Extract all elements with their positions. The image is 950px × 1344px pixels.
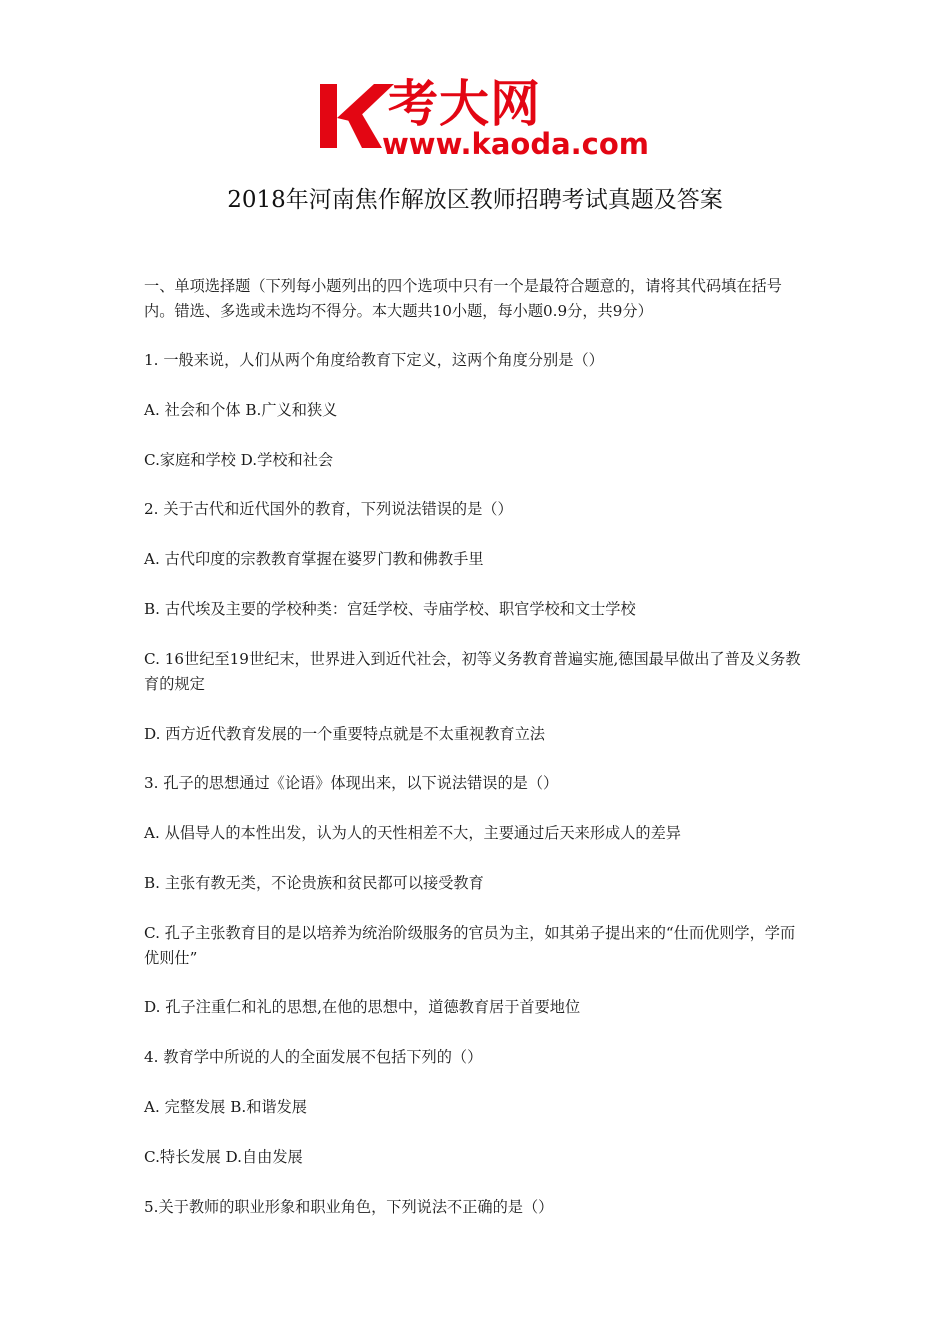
question-3-option-a: A. 从倡导人的本性出发，认为人的天性相差不大，主要通过后天来形成人的差异 (144, 824, 681, 842)
question-2-option-c: C. 16世纪至19世纪末，世界进入到近代社会，初等义务教育普遍实施,德国最早做出了普及义务教育的规定 (144, 650, 801, 693)
question-1-options-ab: A. 社会和个体 B.广义和狭义 (144, 401, 338, 419)
question-2-option-a: A. 古代印度的宗教教育掌握在婆罗门教和佛教手里 (144, 550, 484, 568)
question-2-option-d: D. 西方近代教育发展的一个重要特点就是不太重视教育立法 (144, 725, 545, 743)
section-instructions: 一、单项选择题（下列每小题列出的四个选项中只有一个是最符合题意的，请将其代码填在括号内。错选、多选或未选均不得分。本大题共10小题，每小题0.9分，共9分） (144, 277, 782, 320)
question-4-options-cd: C.特长发展 D.自由发展 (144, 1148, 303, 1166)
question-3: 3. 孔子的思想通过《论语》体现出来，以下说法错误的是（） (144, 774, 559, 792)
logo-brand-url: www.kaoda.com (382, 127, 649, 161)
question-1-options-cd: C.家庭和学校 D.学校和社会 (144, 451, 334, 469)
question-3-option-c: C. 孔子主张教育目的是以培养为统治阶级服务的官员为主，如其弟子提出来的“仕而优则学，学而优则仕” (144, 924, 796, 967)
question-4-options-ab: A. 完整发展 B.和谐发展 (144, 1098, 307, 1116)
logo-brand-cn: 考大网 (388, 75, 541, 133)
question-5: 5.关于教师的职业形象和职业角色，下列说法不正确的是（） (144, 1198, 554, 1216)
question-2: 2. 关于古代和近代国外的教育，下列说法错误的是（） (144, 500, 513, 518)
question-2-option-b: B. 古代埃及主要的学校种类：宫廷学校、寺庙学校、职官学校和文士学校 (144, 600, 636, 618)
question-3-option-d: D. 孔子注重仁和礼的思想,在他的思想中，道德教育居于首要地位 (144, 998, 581, 1016)
question-1: 1. 一般来说，人们从两个角度给教育下定义，这两个角度分别是（） (144, 351, 604, 369)
question-4: 4. 教育学中所说的人的全面发展不包括下列的（） (144, 1048, 483, 1066)
question-3-option-b: B. 主张有教无类，不论贵族和贫民都可以接受教育 (144, 874, 484, 892)
kaoda-logo[interactable] (318, 75, 649, 161)
document-title: 2018年河南焦作解放区教师招聘考试真题及答案 (227, 187, 723, 213)
